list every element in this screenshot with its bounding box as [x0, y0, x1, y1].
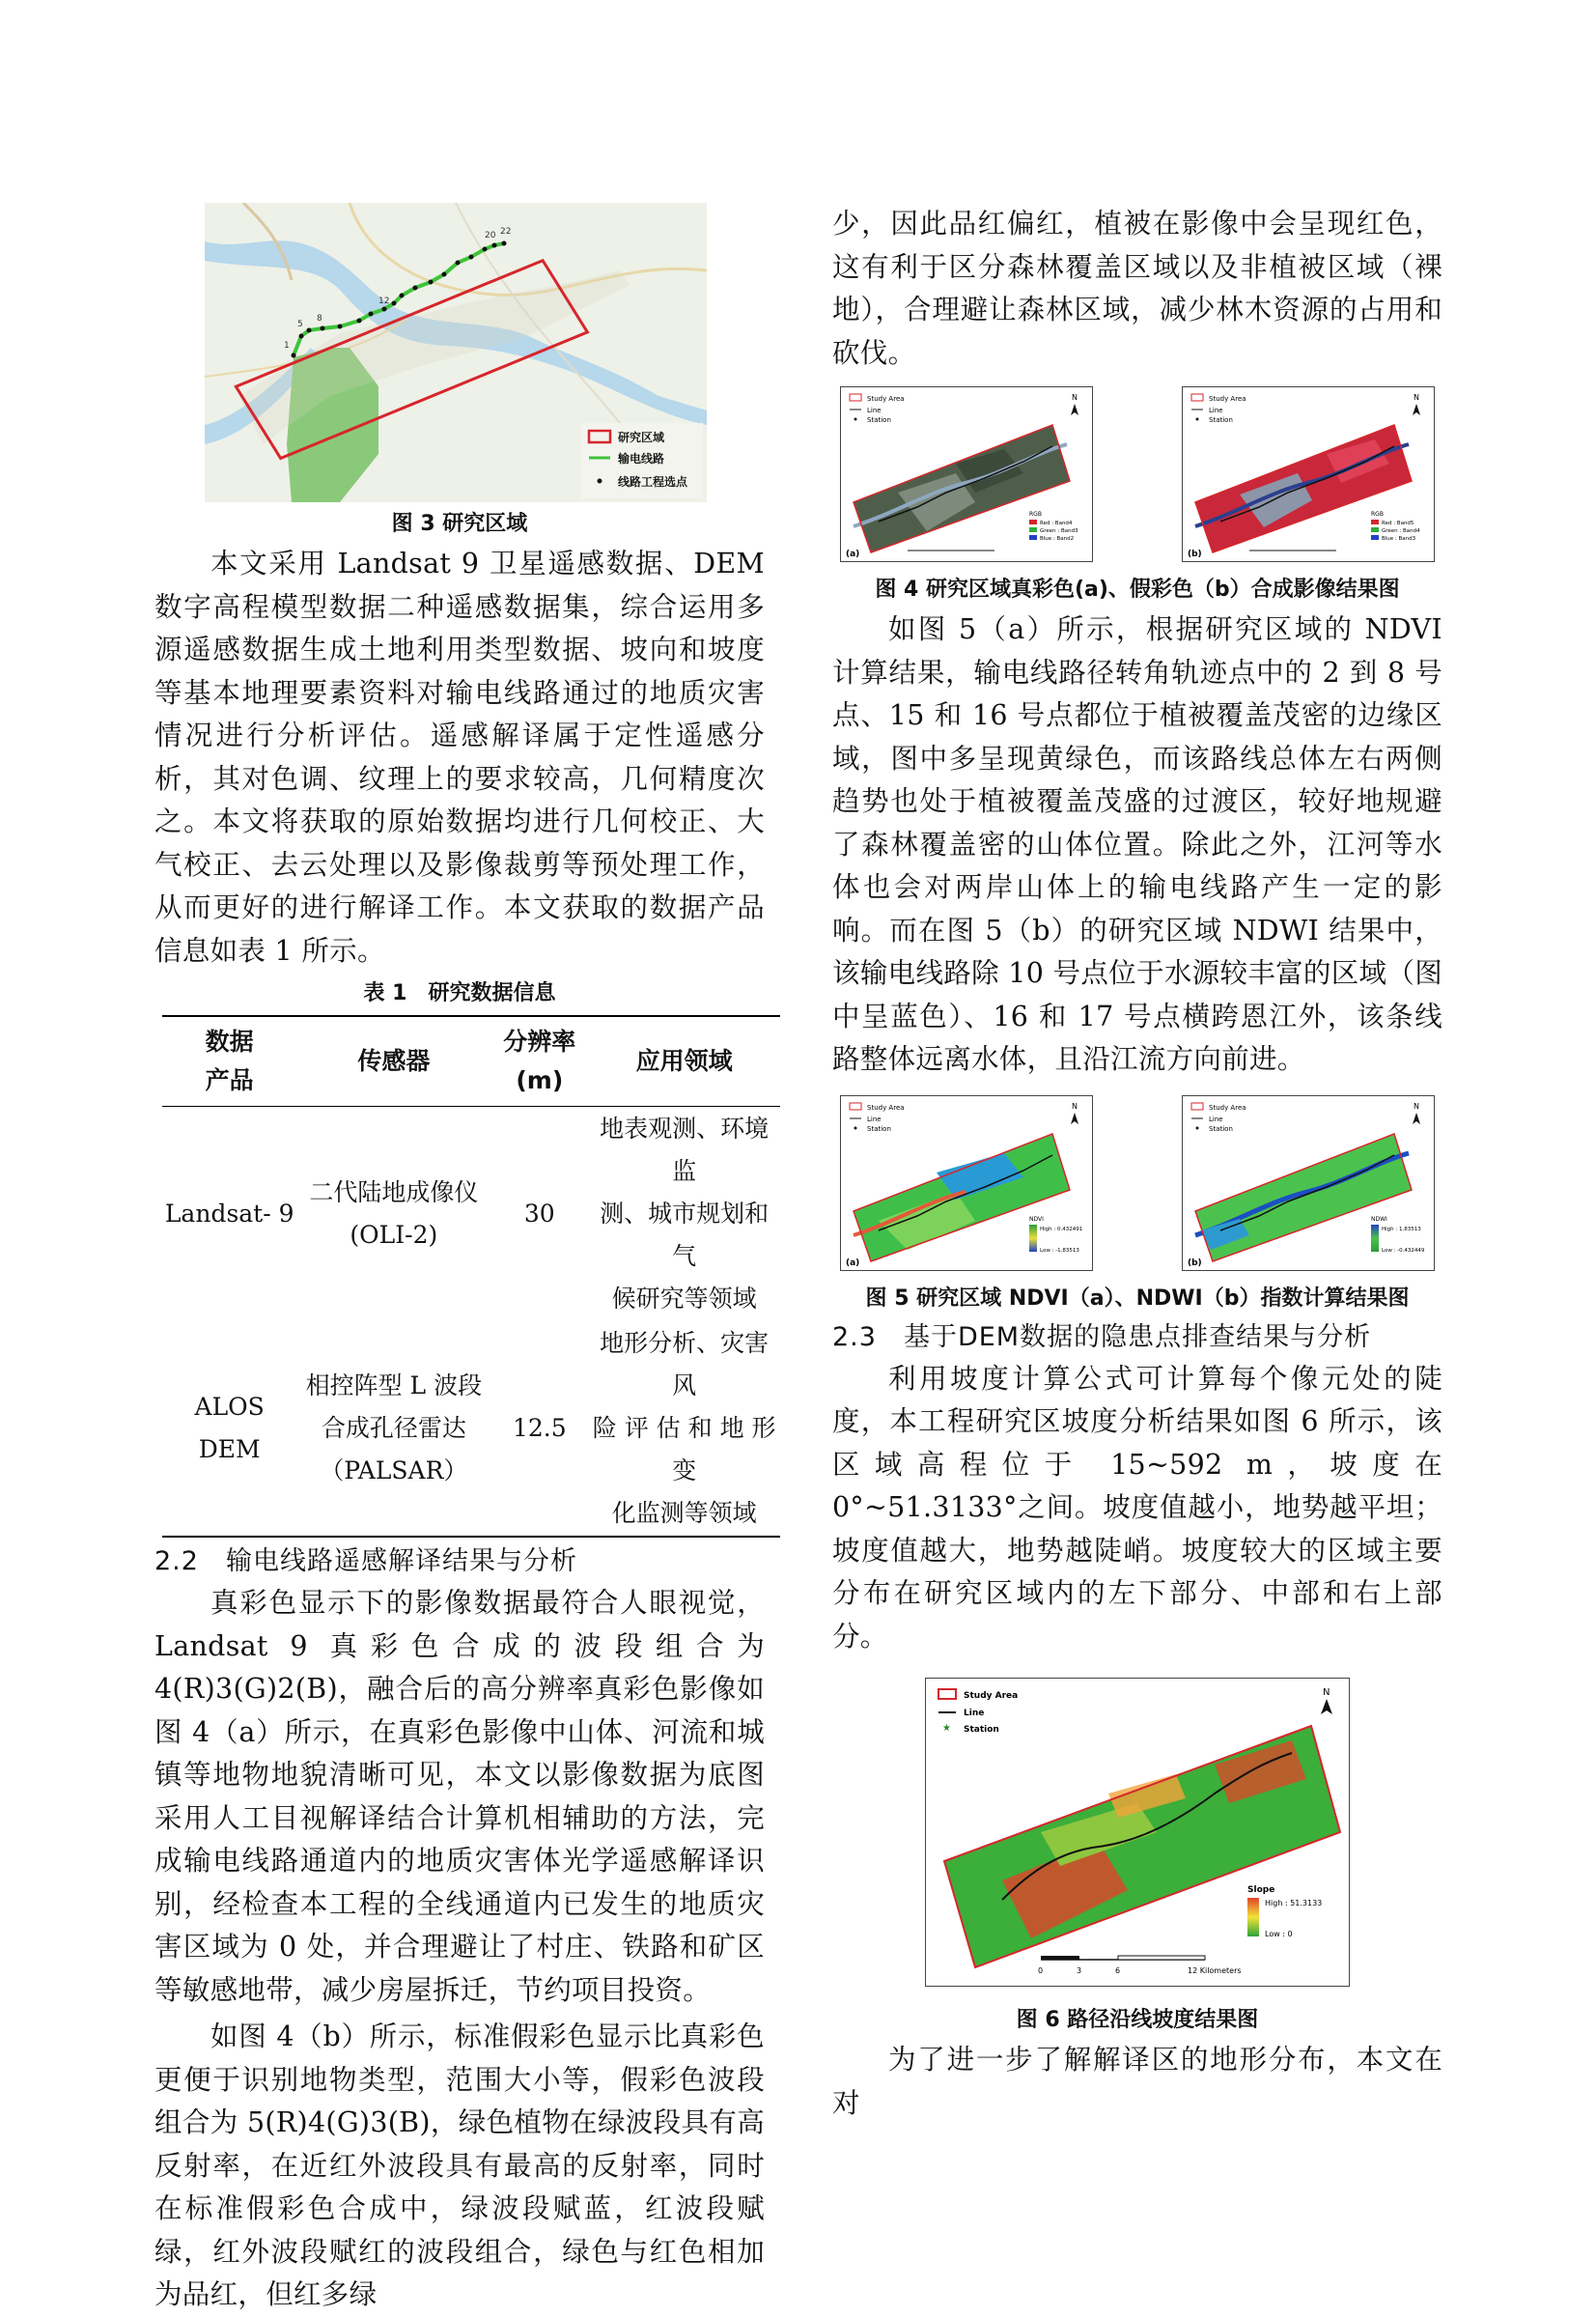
svg-text:High : 1.83513: High : 1.83513 — [1382, 1226, 1421, 1232]
left-paragraph-2: 真彩色显示下的影像数据最符合人眼视觉，Landsat 9 真彩色合成的波段组合为 4(R)3(G)2(B)，融合后的高分辨率真彩色影像如图 4（a）所示，在真彩色影像中山体、河流和城镇等地物地貌清晰可见，本文以影像数据为底图采用人工目视解译结合计算机相辅助的方法，完成输电线路通道内的地质灾害体光学遥感解译识别，经检查本工程的全线通道内已发生的地质灾害区域为 0 处，并合理避让了村庄、铁路和矿区等敏感地带，减少房屋拆迁，节约项目投资。 — [154, 1587, 765, 2006]
svg-text:Line: Line — [867, 407, 882, 414]
station-label: 8 — [317, 314, 322, 324]
legend-station: 线路工程选点 — [618, 475, 688, 489]
station-label: 5 — [297, 320, 303, 329]
figure-6-slope — [925, 1678, 1350, 1987]
svg-text:Green : Band4: Green : Band4 — [1382, 528, 1420, 534]
svg-text:RGB: RGB — [1029, 511, 1042, 518]
right-paragraph-top: 少，因此品红偏红，植被在影像中会呈现红色，这有利于区分森林覆盖区域以及非植被区域（裸地），合理避让森林区域，减少林木资源的占用和砍伐。 — [832, 208, 1442, 369]
svg-text:★: ★ — [942, 1723, 951, 1734]
north-arrow-icon: N — [1072, 1101, 1078, 1111]
cell-sensor: 相控阵型 L 波段 合成孔径雷达 （PALSAR） — [305, 1371, 483, 1484]
figure-6 — [925, 1678, 1350, 1991]
svg-text:Line: Line — [964, 1709, 985, 1718]
cell-sensor: 二代陆地成像仪 (OLI-2) — [309, 1178, 479, 1249]
north-arrow-icon: N — [1072, 393, 1078, 402]
table-header-row — [162, 1016, 780, 1107]
svg-text:NDWI: NDWI — [1371, 1215, 1387, 1223]
svg-text:Low : -0.432449: Low : -0.432449 — [1382, 1247, 1425, 1254]
cell-application: 地表观测、环境监 测、城市规划和气 候研究等领域 — [600, 1115, 770, 1313]
svg-text:Station: Station — [1209, 1124, 1233, 1133]
svg-text:Red : Band5: Red : Band5 — [1382, 521, 1414, 526]
svg-text:Blue : Band3: Blue : Band3 — [1382, 536, 1416, 542]
svg-text:Low : 0: Low : 0 — [1265, 1930, 1293, 1938]
figure-4a-true-color — [840, 386, 1093, 562]
svg-text:12 Kilometers: 12 Kilometers — [1188, 1966, 1242, 1975]
figure-4 — [840, 386, 1435, 562]
figure-6-caption: 图 6 路径沿线坡度结果图 — [1016, 2008, 1259, 2032]
svg-text:Station: Station — [867, 416, 891, 424]
svg-text:NDVI: NDVI — [1029, 1215, 1044, 1223]
table-row — [162, 1107, 780, 1322]
right-paragraph-last: 为了进一步了解解译区的地形分布，本文在对 — [832, 2044, 1442, 2119]
figure-5 — [840, 1095, 1435, 1271]
legend-study-area: 研究区域 — [618, 431, 665, 444]
station-label: 22 — [500, 227, 512, 237]
cell-resolution: 30 — [523, 1200, 555, 1228]
svg-text:Study Area: Study Area — [1209, 1103, 1246, 1112]
panel-label-a: (a) — [846, 1257, 860, 1268]
figure-5a-ndvi — [840, 1095, 1093, 1271]
svg-text:High : 0.432491: High : 0.432491 — [1040, 1226, 1083, 1232]
station-label: 1 — [284, 341, 290, 351]
north-arrow-icon: N — [1414, 1101, 1419, 1111]
right-paragraph-mid: 如图 5（a）所示，根据研究区域的 NDVI 计算结果，输电线路径转角轨迹点中的 2 到 8 号点、15 和 16 号点都位于植被覆盖茂密的边缘区域，图中多呈现黄绿色，而该路线总体左右两侧趋势也处于植被覆盖茂盛的过渡区，较好地规避了森林覆盖密的山体位置。除此之外，江河等水体也会对两岸山体上的输电线路产生一定的影响。而在图 5（b）的研究区域 NDWI 结果中，该输电线路除 10 号点位于水源较丰富的区域（图中呈蓝色）、16 和 17 号点横跨恩江外，该条线路整体远离水体，且沿江流方向前进。 — [832, 613, 1442, 1075]
svg-text:Study Area: Study Area — [1209, 395, 1246, 403]
figure-4-caption: 图 4 研究区域真彩色(a)、假彩色（b）合成影像结果图 — [875, 578, 1400, 602]
north-arrow-icon: N — [1323, 1687, 1330, 1698]
header-resolution: 分辨率 (m) — [503, 1028, 576, 1094]
svg-text:Line: Line — [1209, 407, 1223, 414]
cell-resolution: 12.5 — [512, 1414, 567, 1442]
svg-text:Study Area: Study Area — [867, 1103, 905, 1112]
figure-4b-false-color — [1182, 386, 1435, 562]
svg-text:Study Area: Study Area — [964, 1691, 1019, 1701]
svg-text:0: 0 — [1038, 1966, 1044, 1975]
station-label: 20 — [485, 231, 496, 240]
svg-text:Red : Band4: Red : Band4 — [1040, 521, 1073, 526]
cell-product: ALOS DEM — [194, 1393, 265, 1463]
svg-text:Study Area: Study Area — [867, 395, 905, 403]
header-sensor: 传感器 — [357, 1047, 431, 1075]
svg-text:6: 6 — [1115, 1966, 1121, 1975]
figure-3-svg — [205, 203, 707, 502]
svg-text:Blue : Band2: Blue : Band2 — [1040, 536, 1075, 542]
svg-text:Line: Line — [1209, 1115, 1223, 1123]
section-2-3-heading: 2.3 基于DEM数据的隐患点排查结果与分析 — [832, 1321, 1372, 1352]
svg-text:RGB: RGB — [1371, 511, 1384, 518]
figure-5-caption: 图 5 研究区域 NDVI（a）、NDWI（b）指数计算结果图 — [865, 1286, 1410, 1311]
cell-application: 地形分析、灾害风 险 评 估 和 地 形 变 化监测等领域 — [592, 1329, 776, 1527]
svg-text:Low : -1.83513: Low : -1.83513 — [1040, 1247, 1079, 1254]
svg-text:High : 51.3133: High : 51.3133 — [1265, 1899, 1323, 1907]
cell-product: Landsat- 9 — [164, 1200, 294, 1228]
panel-label-b: (b) — [1188, 550, 1202, 559]
north-arrow-icon: N — [1414, 393, 1419, 402]
panel-label-a: (a) — [846, 550, 860, 559]
figure-3-map — [205, 203, 707, 502]
legend-line: 输电线路 — [618, 452, 665, 466]
figure-3-caption: 图 3 研究区域 — [391, 512, 528, 536]
svg-text:Station: Station — [867, 1124, 891, 1133]
table-1 — [162, 1015, 780, 1538]
table-1-caption: 表 1 研究数据信息 — [363, 981, 556, 1005]
panel-label-b: (b) — [1188, 1257, 1202, 1268]
left-column — [154, 193, 776, 2317]
station-label: 12 — [378, 297, 390, 306]
section-2-2-heading: 2.2 输电线路遥感解译结果与分析 — [154, 1546, 577, 1576]
figure-5b-ndwi — [1182, 1095, 1435, 1271]
left-paragraph-1: 本文采用 Landsat 9 卫星遥感数据、DEM 数字高程模型数据二种遥感数据集，综合运用多源遥感数据生成土地利用类型数据、坡向和坡度等基本地理要素资料对输电线路通过的地质灾害情况进行分析评估。遥感解译属于定性遥感分析，其对色调、纹理上的要求较高，几何精度次之。本文将获取的原始数据均进行几何校正、大气校正、去云处理以及影像裁剪等预处理工作，从而更好的进行解译工作。本文获取的数据产品信息如表 1 所示。 — [154, 548, 765, 967]
svg-text:Line: Line — [867, 1115, 882, 1123]
svg-text:3: 3 — [1077, 1966, 1082, 1975]
header-product: 数据 产品 — [205, 1028, 254, 1094]
svg-text:Green : Band3: Green : Band3 — [1040, 528, 1078, 534]
svg-text:Station: Station — [964, 1725, 999, 1735]
left-paragraph-3: 如图 4（b）所示，标准假彩色显示比真彩色更便于识别地物类型，范围大小等，假彩色波段组合为 5(R)4(G)3(B)，绿色植物在绿波段具有高反射率，在近红外波段具有最高的反射率，同时在标准假彩色合成中，绿波段赋蓝，红波段赋绿，红外波段赋红的波段组合，绿色与红色相加为品红，但红多绿 — [154, 2020, 765, 2310]
right-column — [832, 203, 1442, 2125]
svg-text:Slope: Slope — [1247, 1885, 1275, 1895]
header-application: 应用领域 — [635, 1047, 733, 1075]
svg-text:Station: Station — [1209, 416, 1233, 424]
table-row — [162, 1321, 780, 1537]
right-paragraph-dem: 利用坡度计算公式可计算每个像元处的陡度，本工程研究区坡度分析结果如图 6 所示，该区域高程位于 15~592 m，坡度在 0°~51.3133°之间。坡度值越小，地势越平坦；坡度值越大，地势越陡峭。坡度较大的区域主要分布在研究区域内的左下部分、中部和右上部分。 — [832, 1362, 1442, 1653]
